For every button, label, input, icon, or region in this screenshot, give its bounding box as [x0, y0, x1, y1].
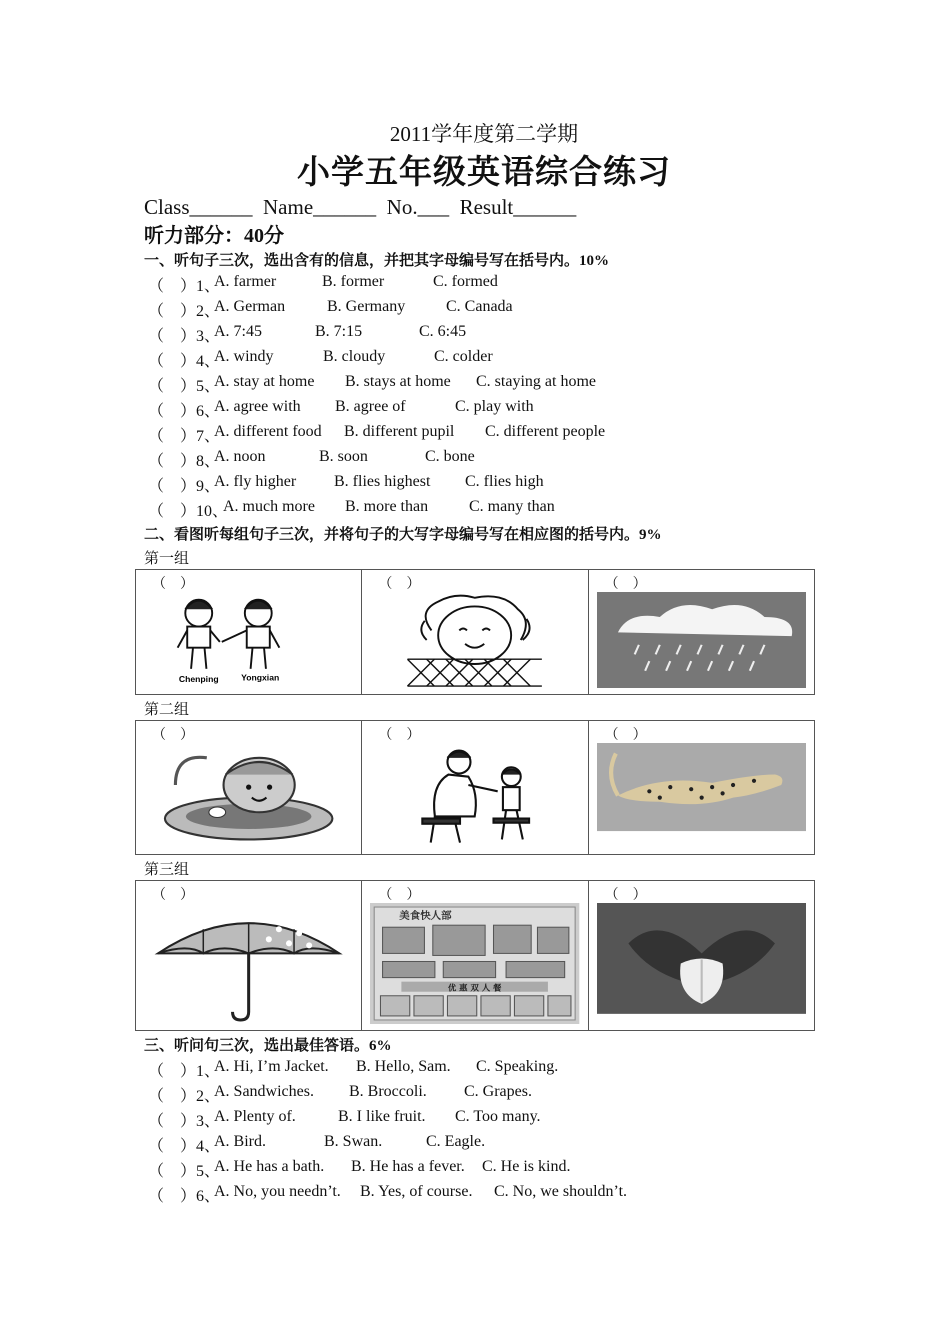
option-a[interactable]: A. farmer: [214, 273, 277, 290]
question-number: （ ）8、: [148, 453, 221, 470]
option-c[interactable]: C. staying at home: [476, 373, 596, 390]
question-number: （ ）1、: [148, 1063, 221, 1080]
option-b[interactable]: B. flies highest: [334, 473, 431, 490]
question-number: （ ）10、: [148, 503, 229, 520]
question-number: （ ）9、: [148, 478, 221, 495]
option-c[interactable]: C. formed: [433, 273, 498, 290]
option-c[interactable]: C. Speaking.: [476, 1058, 559, 1075]
option-c[interactable]: C. bone: [425, 448, 475, 465]
picture-cell[interactable]: [588, 570, 814, 695]
section2-heading: 二、看图听每组句子三次，并将句子的大写字母编号写在相应图的括号内。9%: [144, 527, 662, 543]
question-number: （ ）1、: [148, 278, 221, 295]
option-b[interactable]: B. Germany: [327, 298, 406, 315]
question-number: （ ）7、: [148, 428, 221, 445]
picture-group-2: [135, 720, 815, 855]
option-a[interactable]: A. much more: [223, 498, 315, 515]
picture-cell[interactable]: [136, 881, 362, 1031]
question-number: （ ）2、: [148, 303, 221, 320]
picture-cell[interactable]: [362, 881, 588, 1031]
question-number: （ ）6、: [148, 403, 221, 420]
option-b[interactable]: B. soon: [319, 448, 368, 465]
option-a[interactable]: A. Hi, I’m Jacket.: [214, 1058, 329, 1075]
picture-group-1: [135, 569, 815, 695]
option-c[interactable]: C. play with: [455, 398, 534, 415]
question-number: （ ）4、: [148, 353, 221, 370]
listening-section-title: 听力部分：40分: [144, 225, 284, 247]
answer-bracket[interactable]: （ ）: [152, 888, 194, 903]
option-b[interactable]: B. cloudy: [323, 348, 386, 365]
two-boys-picture: [144, 592, 353, 688]
option-b[interactable]: B. agree of: [335, 398, 406, 415]
option-a[interactable]: A. He has a bath.: [214, 1158, 325, 1175]
picture-cell[interactable]: [588, 721, 814, 855]
option-a[interactable]: A. Bird.: [214, 1133, 266, 1150]
option-c[interactable]: C. many than: [469, 498, 555, 515]
option-c[interactable]: C. He is kind.: [482, 1158, 571, 1175]
answer-bracket[interactable]: （ ）: [378, 888, 421, 903]
group2-label: 第二组: [144, 702, 190, 718]
option-b[interactable]: B. Yes, of course.: [360, 1183, 473, 1200]
option-a[interactable]: A. German: [214, 298, 286, 315]
option-b[interactable]: B. Hello, Sam.: [356, 1058, 451, 1075]
group3-label: 第三组: [144, 862, 190, 878]
student-info-line: Class______ Name______ No.___ Result______: [144, 195, 577, 219]
option-b[interactable]: B. more than: [345, 498, 429, 515]
option-c[interactable]: C. colder: [434, 348, 493, 365]
question-number: （ ）5、: [148, 378, 221, 395]
question-number: （ ）6、: [148, 1188, 221, 1205]
option-a[interactable]: A. 7:45: [214, 323, 262, 340]
option-c[interactable]: C. Grapes.: [464, 1083, 532, 1100]
picture-cell[interactable]: [362, 570, 588, 695]
option-a[interactable]: A. Sandwiches.: [214, 1083, 314, 1100]
name-label-yongxian: Yongxian: [241, 672, 280, 683]
option-b[interactable]: B. Broccoli.: [349, 1083, 427, 1100]
picture-cell[interactable]: [362, 721, 588, 855]
option-a[interactable]: A. agree with: [214, 398, 301, 415]
umbrella-picture: [144, 903, 353, 1024]
answer-bracket[interactable]: （ ）: [604, 728, 647, 743]
picture-group-3: [135, 880, 815, 1031]
option-b[interactable]: B. He has a fever.: [351, 1158, 465, 1175]
option-b[interactable]: B. different pupil: [344, 423, 455, 440]
menu-top-text: 美食快人部: [399, 910, 452, 923]
option-a[interactable]: A. fly higher: [214, 473, 297, 490]
answer-bracket[interactable]: （ ）: [378, 577, 421, 592]
page-title: 小学五年级英语综合练习: [297, 155, 671, 191]
group1-label: 第一组: [144, 551, 190, 567]
answer-bracket[interactable]: （ ）: [152, 728, 194, 743]
option-b[interactable]: B. Swan.: [324, 1133, 383, 1150]
doctor-examining-boy-picture: [370, 743, 579, 848]
picture-cell[interactable]: [136, 570, 362, 695]
option-c[interactable]: C. 6:45: [419, 323, 467, 340]
question-number: （ ）3、: [148, 1113, 221, 1130]
option-a[interactable]: A. stay at home: [214, 373, 315, 390]
option-a[interactable]: A. Plenty of.: [214, 1108, 296, 1125]
question-number: （ ）2、: [148, 1088, 221, 1105]
name-label-chenping: Chenping: [178, 674, 219, 685]
option-a[interactable]: A. windy: [214, 348, 274, 365]
picture-cell[interactable]: [588, 881, 814, 1031]
question-number: （ ）5、: [148, 1163, 221, 1180]
option-c[interactable]: C. Eagle.: [426, 1133, 486, 1150]
option-c[interactable]: C. Canada: [446, 298, 513, 315]
answer-bracket[interactable]: （ ）: [604, 577, 647, 592]
rain-cloud-picture: [597, 592, 806, 688]
menu-bottom-text: 优 惠 双 人 餐: [448, 982, 502, 993]
option-c[interactable]: C. different people: [485, 423, 606, 440]
option-a[interactable]: A. No, you needn’t.: [214, 1183, 341, 1200]
option-b[interactable]: B. 7:15: [315, 323, 363, 340]
option-b[interactable]: B. I like fruit.: [338, 1108, 426, 1125]
option-c[interactable]: C. No, we shouldn’t.: [494, 1183, 628, 1200]
option-c[interactable]: C. Too many.: [455, 1108, 541, 1125]
answer-bracket[interactable]: （ ）: [604, 888, 647, 903]
bok-choy-picture: [597, 903, 806, 1024]
term-subtitle: 2011学年度第二学期: [389, 122, 579, 146]
answer-bracket[interactable]: （ ）: [378, 728, 421, 743]
option-c[interactable]: C. flies high: [465, 473, 544, 490]
bath-picture: [144, 743, 353, 848]
section1-heading: 一、听句子三次，选出含有的信息，并把其字母编号写在括号内。10%: [144, 253, 610, 269]
question-number: （ ）3、: [148, 328, 221, 345]
fast-food-menu-picture: [370, 903, 579, 1024]
girl-behind-fence-picture: [370, 592, 579, 688]
option-b[interactable]: B. stays at home: [345, 373, 451, 390]
option-b[interactable]: B. former: [322, 273, 385, 290]
answer-bracket[interactable]: （ ）: [152, 577, 194, 592]
picture-cell[interactable]: [136, 721, 362, 855]
question-number: （ ）4、: [148, 1138, 221, 1155]
cheetah-picture: [597, 743, 806, 848]
option-a[interactable]: A. different food: [214, 423, 322, 440]
section3-heading: 三、听问句三次，选出最佳答语。6%: [144, 1038, 392, 1054]
option-a[interactable]: A. noon: [214, 448, 266, 465]
